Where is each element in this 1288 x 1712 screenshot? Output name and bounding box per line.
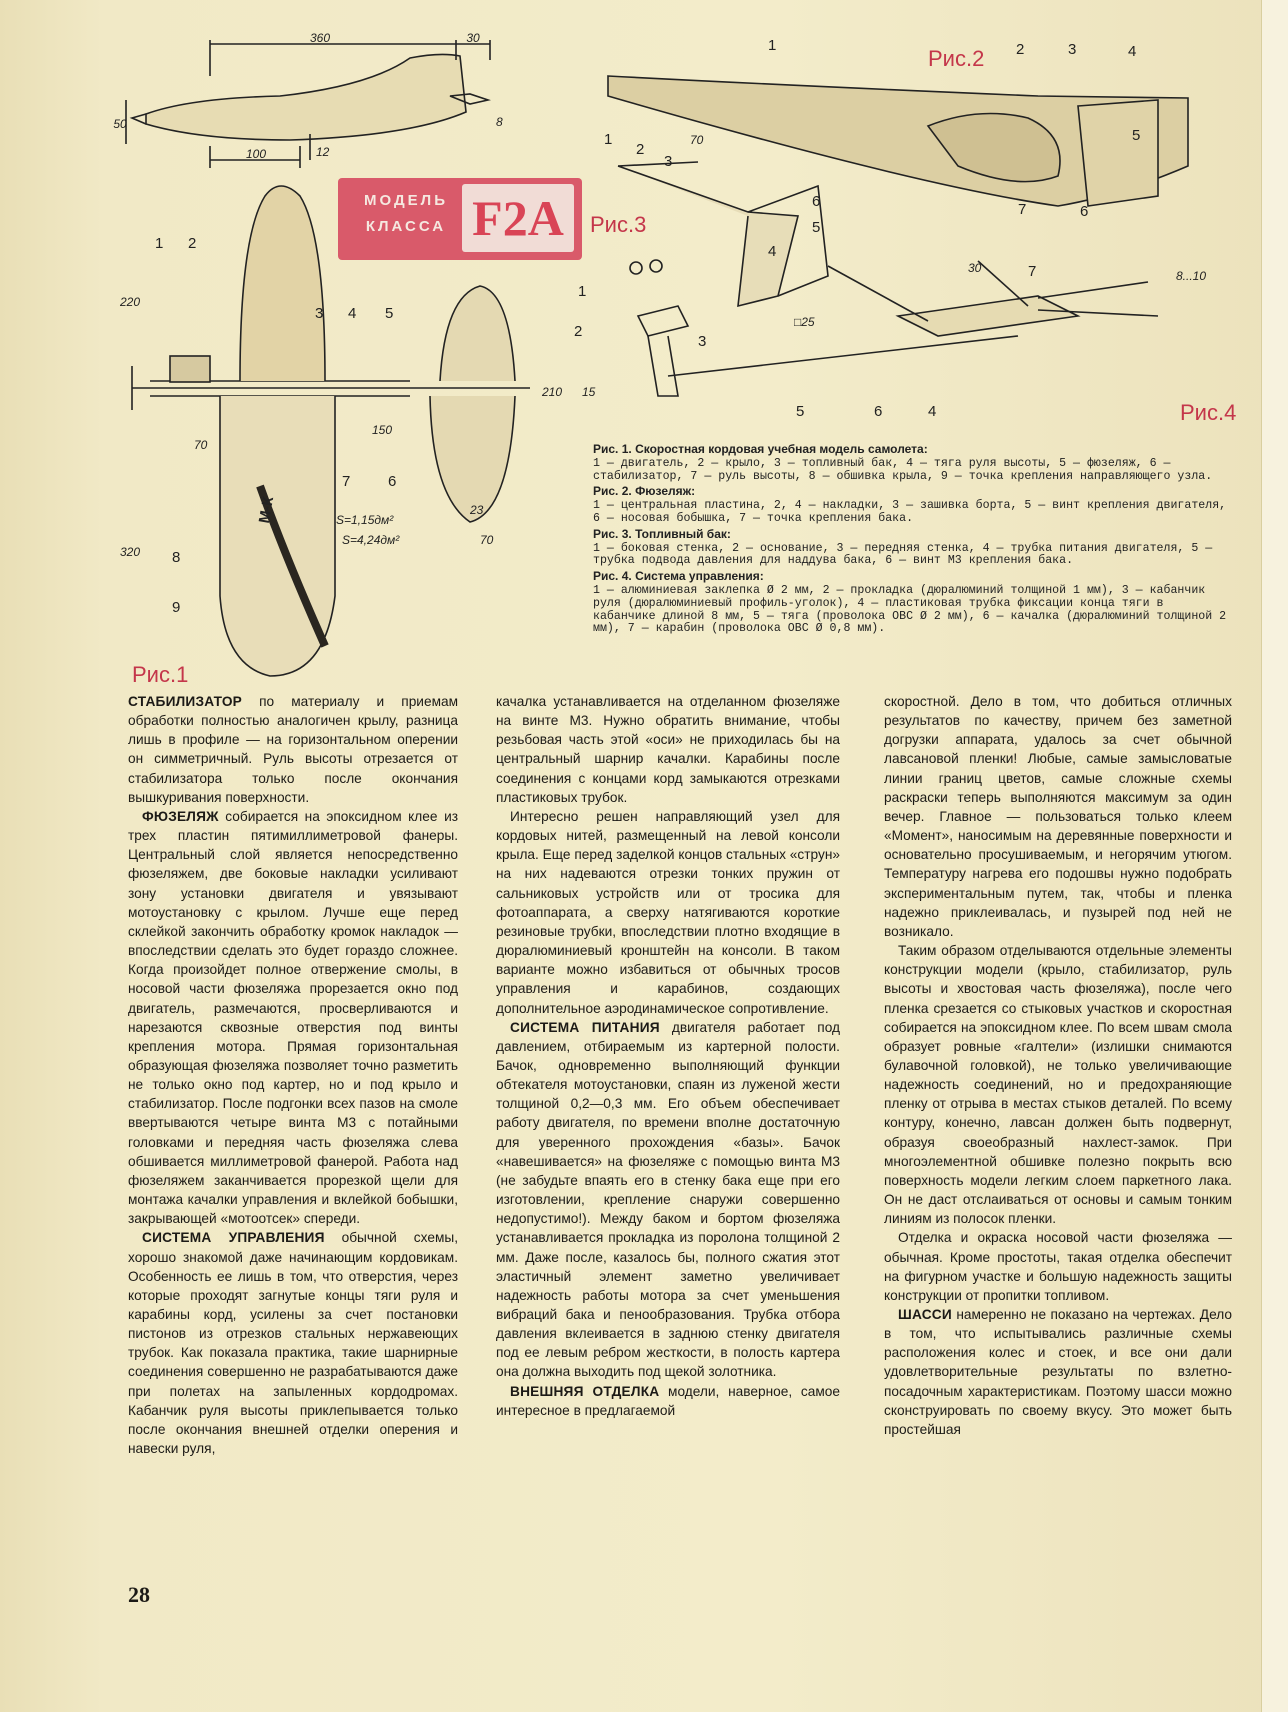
article-column-3 bbox=[884, 692, 1232, 1439]
figure-2-3-4 bbox=[574, 36, 1248, 436]
fig4-label-4: 4 bbox=[928, 403, 937, 420]
fig4-dim-8-10: 8...10 bbox=[1176, 269, 1207, 283]
dim-30: 30 bbox=[466, 31, 480, 45]
article-column-1 bbox=[128, 692, 458, 1458]
paragraph: ШАССИ намеренно не показано на чертежах. Дело в том, что испытывались различные схемы расположения колес и стоек, и все они дали удовлетворительные результаты по взлетно-посадочным характеристикам. Поэтому шасси можно сконструировать по своему вкусу. Это может быть простейшая bbox=[884, 1307, 1232, 1437]
dim-150: 150 bbox=[372, 423, 393, 437]
fig1-title: Рис.1 bbox=[132, 662, 189, 687]
paragraph: СТАБИЛИЗАТОР по материалу и приемам обработки полностью аналогичен крылу, разница лишь в профиле — на горизонтальном оперении он симметричный. Руль высоты отрезается от стабилизатора только после окончания вышкуривания поверхности. bbox=[128, 694, 458, 805]
fig3-label-4: 4 bbox=[768, 243, 777, 260]
caption-2: Рис. 2. Фюзеляж: 1 — центральная пластина, 2, 4 — накладки, 3 — зашивка борта, 5 — винт крепления двигателя, 6 — носовая бобышка, 7 — точка крепления бака. bbox=[593, 484, 1227, 525]
paragraph: скоростной. Дело в том, что добиться отличных результатов по качеству, причем без заметной догрузки аппарата, удалось за счет обычной лавсановой пленки! Любые, самые замысловатые линии границ цветов, самые сложные схемы раскраски теперь выполняются максимум за один вечер. Главное — пользоваться только клеем «Момент», наносимым на деревянные поверхности и основательно просушиваемым, и негорячим утюгом. Температуру нагрева его подошвы нужно подобрать экспериментальным путем, так, чтобы и пленка надежно приклеивалась, и пузырей под ней не возникало. bbox=[884, 694, 1232, 939]
figure-1 bbox=[110, 31, 590, 687]
fig1-label-4: 4 bbox=[348, 305, 357, 322]
dim-220: 220 bbox=[120, 295, 141, 309]
fig1-label-6: 6 bbox=[388, 473, 397, 490]
fig1-label-8: 8 bbox=[172, 549, 181, 566]
dim-23: 23 bbox=[470, 503, 484, 517]
area-s2: S=4,24дм² bbox=[342, 533, 400, 547]
fig3-label-5: 5 bbox=[812, 219, 821, 236]
fig2-label-1: 1 bbox=[768, 37, 777, 54]
page-edge bbox=[1261, 0, 1288, 1712]
caption-3: Рис. 3. Топливный бак: 1 — боковая стенка, 2 — основание, 3 — передняя стенка, 4 — трубка питания двигателя, 5 — трубка подвода давления для наддува бака, 6 — винт М3 крепления бака. bbox=[593, 526, 1213, 568]
dim-360: 360 bbox=[309, 31, 331, 45]
fig1-label-3: 3 bbox=[315, 305, 324, 322]
wing-lettering: М-К bbox=[255, 495, 278, 525]
fig1-label-9: 9 bbox=[172, 599, 181, 616]
fig3-label-3: 3 bbox=[664, 153, 673, 170]
fig2-label-7: 7 bbox=[1018, 201, 1027, 218]
figures-2-3-4-drawing bbox=[574, 36, 1248, 436]
model-class-badge bbox=[338, 178, 582, 260]
dim-12: 12 bbox=[316, 145, 330, 159]
dim-8: 8 bbox=[496, 115, 503, 129]
badge-line-1: МОДЕЛЬ bbox=[364, 192, 448, 209]
dim-70b: 70 bbox=[480, 533, 494, 547]
dim-70a: 70 bbox=[194, 438, 208, 452]
fig4-label-3: 3 bbox=[698, 333, 707, 350]
fig4-dim-30: 30 bbox=[968, 261, 982, 275]
dim-50: 50 bbox=[113, 117, 127, 131]
caption-1: Рис. 1. Скоростная кордовая учебная модель самолета: 1 — двигатель, 2 — крыло, 3 — топливный бак, 4 — тяга руля высоты, 5 — фюзеляж, 6 — стабилизатор, 7 — руль высоты, 8 — обшивка крыла, 9 — точка крепления направляющего узла. bbox=[593, 442, 1213, 483]
fig1-label-5: 5 bbox=[385, 305, 394, 322]
dim-210: 210 bbox=[542, 385, 563, 399]
fig2-label-5: 5 bbox=[1132, 127, 1141, 144]
paragraph: СИСТЕМА УПРАВЛЕНИЯ обычной схемы, хорошо знакомой даже начинающим кордовикам. Особенность ее лишь в том, что отверстия, через которые проходят загнутые концы тяги руля и карабины корд, усилены за счет постановки пистонов из отрезков стальных нержавеющих трубок. Как показала практика, такие шарнирные соединения совершенно не разрабатываются даже при полетах на запыленных кордодромах. Кабанчик руля высоты приклепывается только после окончания внешней отделки оперения и навески руля, bbox=[128, 1230, 458, 1457]
article-column-2 bbox=[496, 692, 840, 1420]
fig1-label-2: 2 bbox=[188, 235, 197, 252]
fig2-label-3: 3 bbox=[1068, 41, 1077, 58]
dim-320: 320 bbox=[120, 545, 141, 559]
fig3-dim-70: 70 bbox=[690, 133, 704, 147]
fig4-label-2: 2 bbox=[574, 323, 583, 340]
badge-line-2: КЛАССА bbox=[365, 218, 447, 235]
figure-captions bbox=[593, 443, 1233, 638]
badge-class-code: F2A bbox=[462, 184, 574, 252]
fig2-label-4: 4 bbox=[1128, 43, 1137, 60]
fig4-dim-15: 15 bbox=[582, 385, 596, 399]
fig4-label-7: 7 bbox=[1028, 263, 1037, 280]
fig1-label-7: 7 bbox=[342, 473, 351, 490]
dim-100: 100 bbox=[245, 147, 267, 161]
fig4-label-1: 1 bbox=[578, 283, 587, 300]
fig3-label-2: 2 bbox=[636, 141, 645, 158]
paragraph: Интересно решен направляющий узел для кордовых нитей, размещенный на левой консоли крыла. Еще перед заделкой концов стальных «струн» на них надеваются отрезки тонких пружин от сальниковых устройств или от тросика для фотоаппарата, а сверху натягиваются короткие резиновые трубки, впоследствии плотно входящие в дюралюминиевый кронштейн на консоли. В таком варианте можно избавиться от обычных тросов управления и карабинов, создающих дополнительное аэродинамическое сопротивление. bbox=[496, 808, 840, 1016]
fig3-label-1: 1 bbox=[604, 131, 613, 148]
fig2-label-2: 2 bbox=[1016, 41, 1025, 58]
paragraph: качалка устанавливается на отделанном фюзеляже на винте М3. Нужно обратить внимание, чтобы резьбовая часть этой «оси» не приходилась бы на центральный шарнир качалки. Карабины после соединения с концами корд замыкаются отрезками пластиковых трубок. bbox=[496, 694, 840, 805]
fig2-title: Рис.2 bbox=[928, 46, 985, 71]
area-s1: S=1,15дм² bbox=[336, 513, 394, 527]
fig1-label-1: 1 bbox=[155, 235, 164, 252]
page-number: 28 bbox=[128, 1582, 150, 1607]
caption-4: Рис. 4. Система управления: 1 — алюминиевая заклепка Ø 2 мм, 2 — прокладка (дюралюминий толщиной 1 мм), 3 — кабанчик руля (дюралюминиевый профиль-уголок), 4 — пластиковая трубка фиксации конца тяги в кабанчике длиной 8 мм, 5 — тяга (проволока ОВС Ø 2 мм), 6 — качалка (дюралюминий толщиной 2 мм), 7 — карабин (проволока ОВС Ø 0,8 мм). bbox=[593, 569, 1227, 636]
paragraph: Таким образом отделываются отдельные элементы конструкции модели (крыло, стабилизатор, руль высоты и хвостовая часть фюзеляжа), после чего пленка срезается со стыковых участков и скоростная собирается на эпоксидном клее. По всем швам смола образует ровные «галтели» (излишки снимаются булавочной головкой), не только увеличивающие надежность соединений, но и предохраняющие пленку от отрыва в местах стыков деталей. По всему контуру, конечно, лавсан должен быть подвернут, образуя своеобразный нахлест-замок. При многоэлементной обшивке полезно покрыть всю поверхность модели легким слоем паркетного лака. Он не даст отслаиваться от основы и самым тонким линиям из полосок пленки. bbox=[884, 943, 1232, 1227]
fig4-label-6: 6 bbox=[874, 403, 883, 420]
paragraph: ФЮЗЕЛЯЖ собирается на эпоксидном клее из трех пластин пятимиллиметровой фанеры. Центральный слой является непосредственно фюзеляжем, две боковые накладки усиливают зону установки двигателя и увязывают мотоустановку с крылом. Лучше еще перед склейкой закончить обработку кромок накладок — впоследствии сделать это будет гораздо сложнее. Когда произойдет полное отвержение смолы, в носовой части фюзеляжа прорезается окно под двигатель, размечаются, просверливаются и нарезаются сквозные отверстия под винты крепления мотора. Прямая горизонтальная образующая фюзеляжа позволяет точно разметить не только окно под картер, но и под крыло и стабилизатор. После подгонки всех пазов на смоле ввертываются четыре винта М3 с потайными головками и передняя часть фюзеляжа слева обшивается миллиметровой фанерой. Работа над фюзеляжем заканчивается прорезкой щели для монтажа качалки управления и вклейкой бобышки, закрывающей «мотоотсек» спереди. bbox=[128, 808, 458, 1227]
fig3-label-6: 6 bbox=[812, 193, 821, 210]
fig4-label-5: 5 bbox=[796, 403, 805, 420]
paragraph: ВНЕШНЯЯ ОТДЕЛКА модели, наверное, самое интересное в предлагаемой bbox=[496, 1383, 840, 1418]
figure-1-drawing bbox=[110, 31, 590, 687]
paragraph: СИСТЕМА ПИТАНИЯ двигателя работает под давлением, отбираемым из картерной полости. Бачок, одновременно выполняющий функции обтекателя мотоустановки, спаян из луженой жести толщиной 0,2—0,3 мм. Его объем обеспечивает работу двигателя, по времени вполне достаточную для уверенного прохождения «базы». Бачок «навешивается» на фюзеляже с помощью винта М3 (не забудьте впаять его в стенку бака еще при его изготовлении, крепление снаружи совершенно недопустимо!). Между баком и бортом фюзеляжа устанавливается прокладка из поролона толщиной 2 мм. Даже после, казалось бы, полного сжатия этот эластичный элемент заметно увеличивает надежность работы мотора за счет уменьшения вибраций бака и пенообразования. Трубка отбора давления вклеивается в заднюю стенку двигателя под ее левым ребром жесткости, в полость картера она должна выходить под щекой золотника. bbox=[496, 1019, 840, 1380]
paragraph: Отделка и окраска носовой части фюзеляжа — обычная. Кроме простоты, такая отделка обеспечит на фигурном участке и большую надежность защиты конструкции от пропитки топливом. bbox=[884, 1230, 1232, 1303]
fig3-dim-25: □25 bbox=[794, 315, 815, 329]
fig2-label-6: 6 bbox=[1080, 203, 1089, 220]
fig3-title: Рис.3 bbox=[590, 212, 647, 237]
fig4-title: Рис.4 bbox=[1180, 400, 1237, 425]
